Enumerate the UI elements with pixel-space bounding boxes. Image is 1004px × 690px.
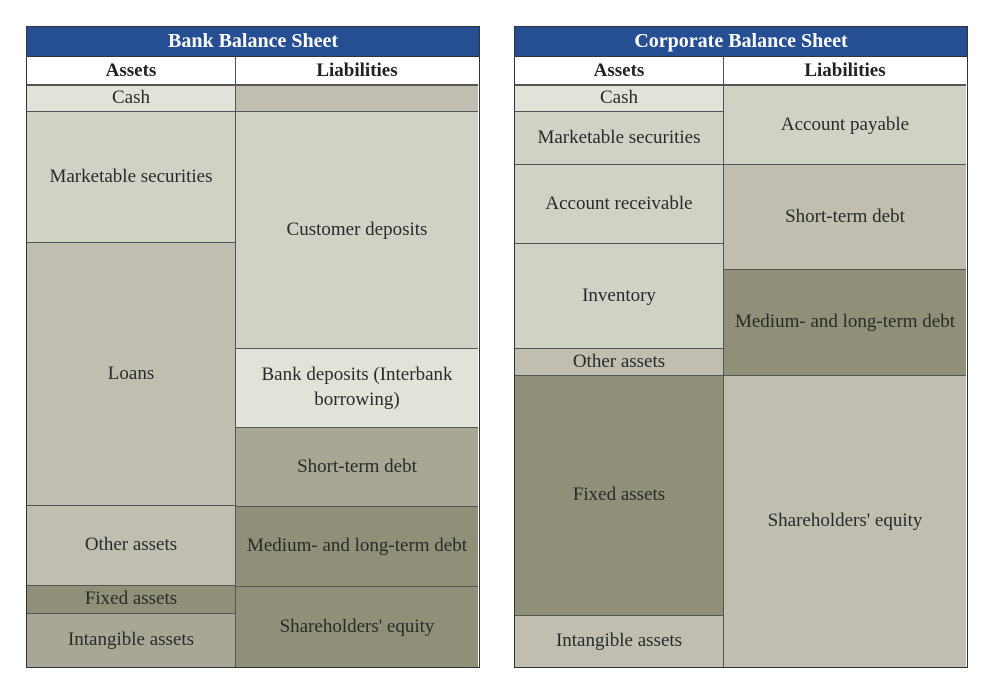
corporate-asset-cash: Cash <box>515 85 724 111</box>
corporate-asset-fixed-assets: Fixed assets <box>515 375 724 615</box>
bank-balance-sheet <box>26 26 480 668</box>
bank-asset-other-assets: Other assets <box>27 505 236 585</box>
corporate-liability-short-term-debt: Short-term debt <box>724 164 966 269</box>
corporate-liability-shareholders-equity: Shareholders' equity <box>724 375 966 667</box>
bank-liability-medium-long-term-debt: Medium- and long-term debt <box>236 506 478 586</box>
corporate-asset-intangible-assets: Intangible assets <box>515 615 724 667</box>
bank-asset-marketable-securities: Marketable securities <box>27 111 236 242</box>
bank-asset-cash: Cash <box>27 85 236 111</box>
corporate-liability-medium-long-term-debt: Medium- and long-term debt <box>724 269 966 375</box>
bank-assets-header: Assets <box>27 57 236 85</box>
bank-sheet-title: Bank Balance Sheet <box>27 27 479 57</box>
bank-asset-loans: Loans <box>27 242 236 505</box>
bank-asset-fixed-assets: Fixed assets <box>27 585 236 613</box>
bank-liability-blank <box>236 85 478 111</box>
corporate-sheet-title: Corporate Balance Sheet <box>515 27 967 57</box>
bank-liability-bank-deposits: Bank deposits (Interbank borrowing) <box>236 348 478 427</box>
corporate-asset-account-receivable: Account receivable <box>515 164 724 243</box>
bank-asset-intangible-assets: Intangible assets <box>27 613 236 667</box>
corporate-balance-sheet <box>514 26 968 668</box>
corporate-asset-inventory: Inventory <box>515 243 724 348</box>
corporate-asset-marketable-securities: Marketable securities <box>515 111 724 164</box>
corporate-liabilities-header: Liabilities <box>724 57 966 85</box>
bank-liability-short-term-debt: Short-term debt <box>236 427 478 506</box>
corporate-liability-account-payable: Account payable <box>724 85 966 164</box>
bank-liability-shareholders-equity: Shareholders' equity <box>236 586 478 667</box>
bank-liabilities-header: Liabilities <box>236 57 478 85</box>
bank-liability-customer-deposits: Customer deposits <box>236 111 478 348</box>
corporate-assets-header: Assets <box>515 57 724 85</box>
corporate-asset-other-assets: Other assets <box>515 348 724 375</box>
